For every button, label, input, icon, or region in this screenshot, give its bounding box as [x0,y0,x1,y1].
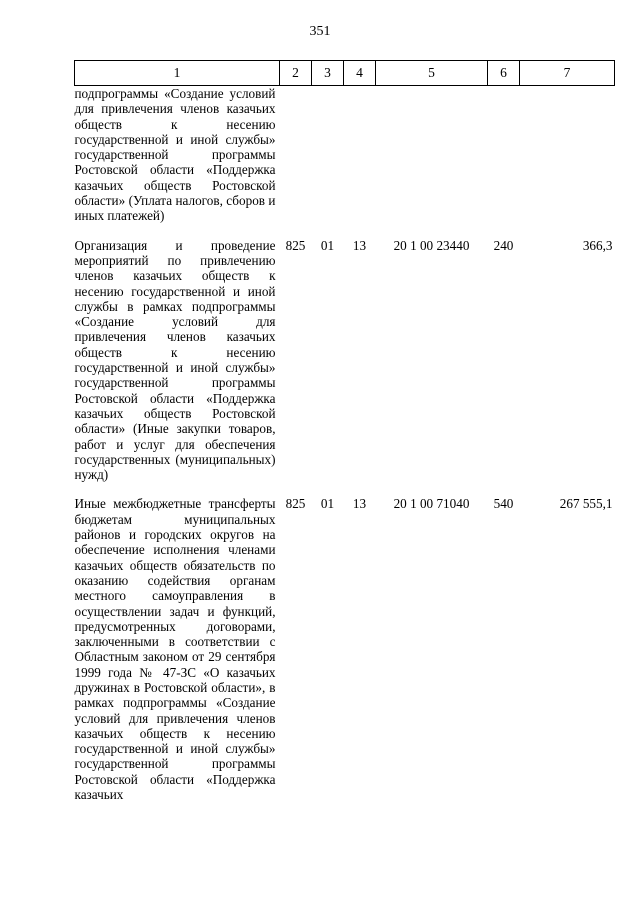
row-spacer [75,224,615,238]
budget-table [74,60,615,802]
row-amount [520,86,615,224]
row-amount: 366,3 [582,237,613,253]
row-col-5 [376,86,488,224]
row-description: Организация и проведение мероприятий по привлечению членов казачьих обществ к несению государственной и иной службы в рамках подпрограммы «Создание условий для привлечения членов казачьих обществ к несению государственной и иной службы» государственной программы Ростовской области «Поддержка казачьих обществ Ростовской области» (Иные закупки товаров, работ и услуг для обеспечения государственных (муниципальных) нужд) [74,237,276,483]
row-col-4: 13 [352,237,367,253]
table-row [75,496,615,802]
page-number: 351 [309,24,331,39]
row-col-2: 825 [285,496,306,512]
row-col-3: 01 [320,237,335,253]
row-amount: 267 555,1 [559,496,613,512]
row-spacer [75,482,615,496]
row-col-2: 825 [285,237,306,253]
row-col-3: 01 [320,496,335,512]
header-col-4: 4 [344,61,376,86]
row-col-5: 20 1 00 23440 [393,237,470,253]
header-col-1: 1 [75,61,280,86]
table-row [75,86,615,224]
table-header-row [75,61,615,86]
row-col-5: 20 1 00 71040 [393,496,470,512]
header-col-5: 5 [376,61,488,86]
row-description: Иные межбюджетные трансферты бюджетам муниципальных районов и городских округов на обеспечение исполнения членами казачьих обществ обязательств по оказанию содействия органам местного самоуправления в осуществлении задач и функций, предусмотренных договорами, заключенными в соответствии с Областным законом от 29 сентября 1999 года № 47-ЗС «О казачьих дружинах в Ростовской области», в рамках подпрограммы «Создание условий для привлечения членов казачьих обществ к несению государственной и иной службы» государственной программы Ростовской области «Поддержка казачьих [74,496,276,803]
row-col-2 [280,86,312,224]
row-col-6: 540 [493,496,514,512]
row-col-4 [344,86,376,224]
header-col-3: 3 [312,61,344,86]
table-row [75,238,615,483]
header-col-2: 2 [280,61,312,86]
row-col-6: 240 [493,237,514,253]
row-description: подпрограммы «Создание условий для привлечения членов казачьих обществ к несению государственной и иной службы» государственной программы Ростовской области «Поддержка казачьих обществ Ростовской области» (Уплата налогов, сборов и иных платежей) [74,86,276,224]
row-col-3 [312,86,344,224]
header-col-6: 6 [488,61,520,86]
row-col-4: 13 [352,496,367,512]
row-col-6 [488,86,520,224]
header-col-7: 7 [520,61,615,86]
